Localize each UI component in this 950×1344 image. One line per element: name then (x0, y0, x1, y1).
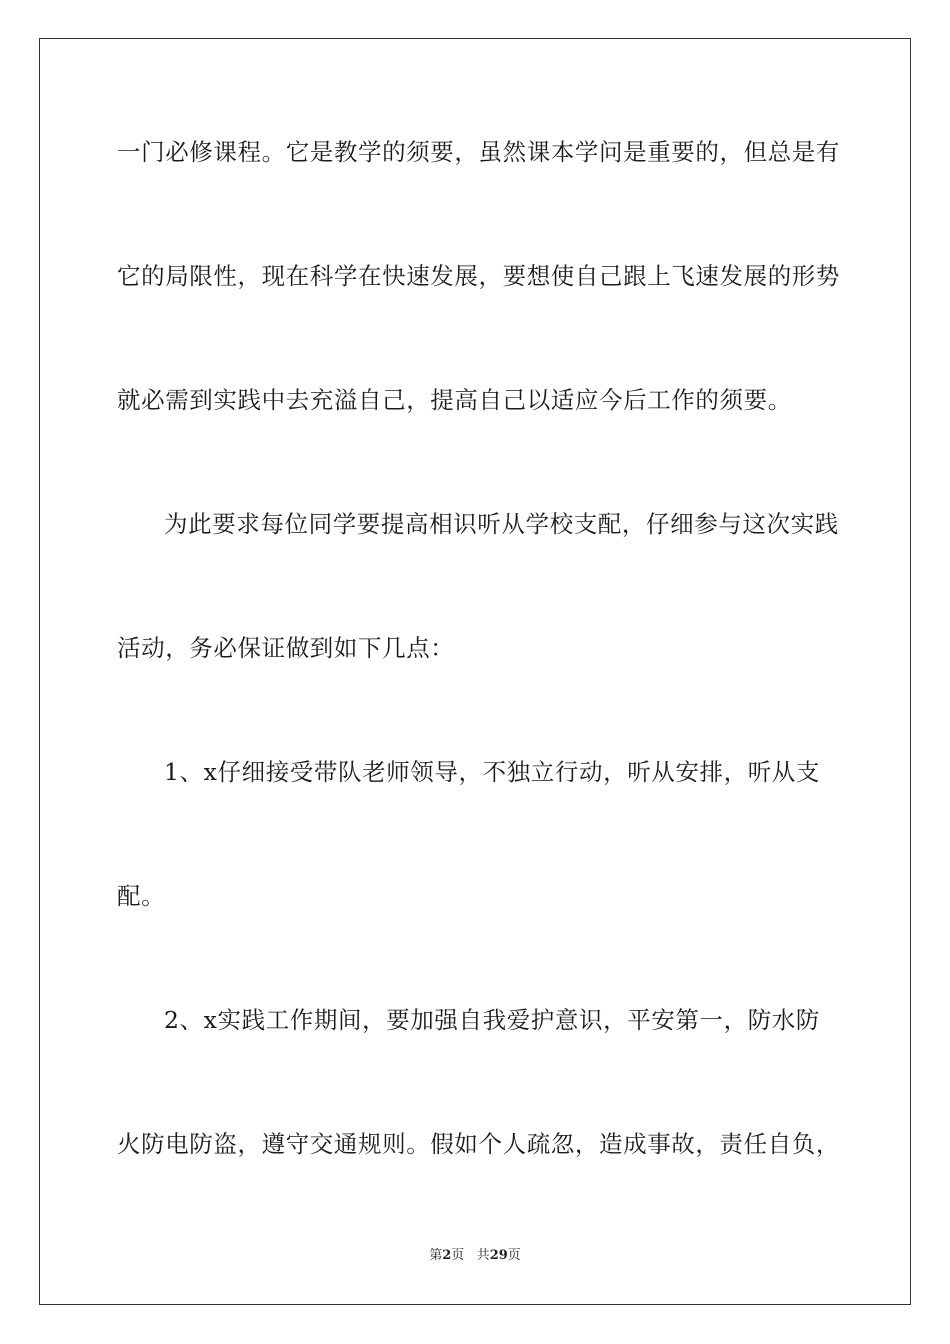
text-line: 火防电防盗，遵守交通规则。假如个人疏忽，造成事故，责任自负， (117, 1130, 840, 1158)
total-suffix: 页 (507, 1248, 521, 1263)
page-prefix: 第 (429, 1248, 443, 1263)
total-prefix: 共 (476, 1248, 490, 1263)
page-footer (0, 1248, 950, 1264)
text-line: 活动，务必保证做到如下几点： (117, 634, 455, 662)
list-item-1-line: 1、x仔细接受带队老师领导，不独立行动，听从安排，听从支 (164, 758, 821, 786)
text-line: 它的局限性，现在科学在快速发展，要想使自己跟上飞速发展的形势 (117, 262, 840, 290)
page-suffix: 页 (451, 1248, 465, 1263)
paragraph-start-line: 为此要求每位同学要提高相识听从学校支配，仔细参与这次实践 (164, 510, 839, 538)
page-border (39, 38, 911, 1305)
text-line: 配。 (117, 882, 166, 910)
current-page-number: 2 (442, 1248, 452, 1263)
text-line: 一门必修课程。它是教学的须要，虽然课本学问是重要的，但总是有 (117, 138, 840, 166)
text-line: 就必需到实践中去充溢自己，提高自己以适应今后工作的须要。 (117, 386, 792, 414)
total-pages-number: 29 (489, 1248, 508, 1263)
list-item-2-line: 2、x实践工作期间，要加强自我爱护意识，平安第一，防水防 (164, 1006, 821, 1034)
